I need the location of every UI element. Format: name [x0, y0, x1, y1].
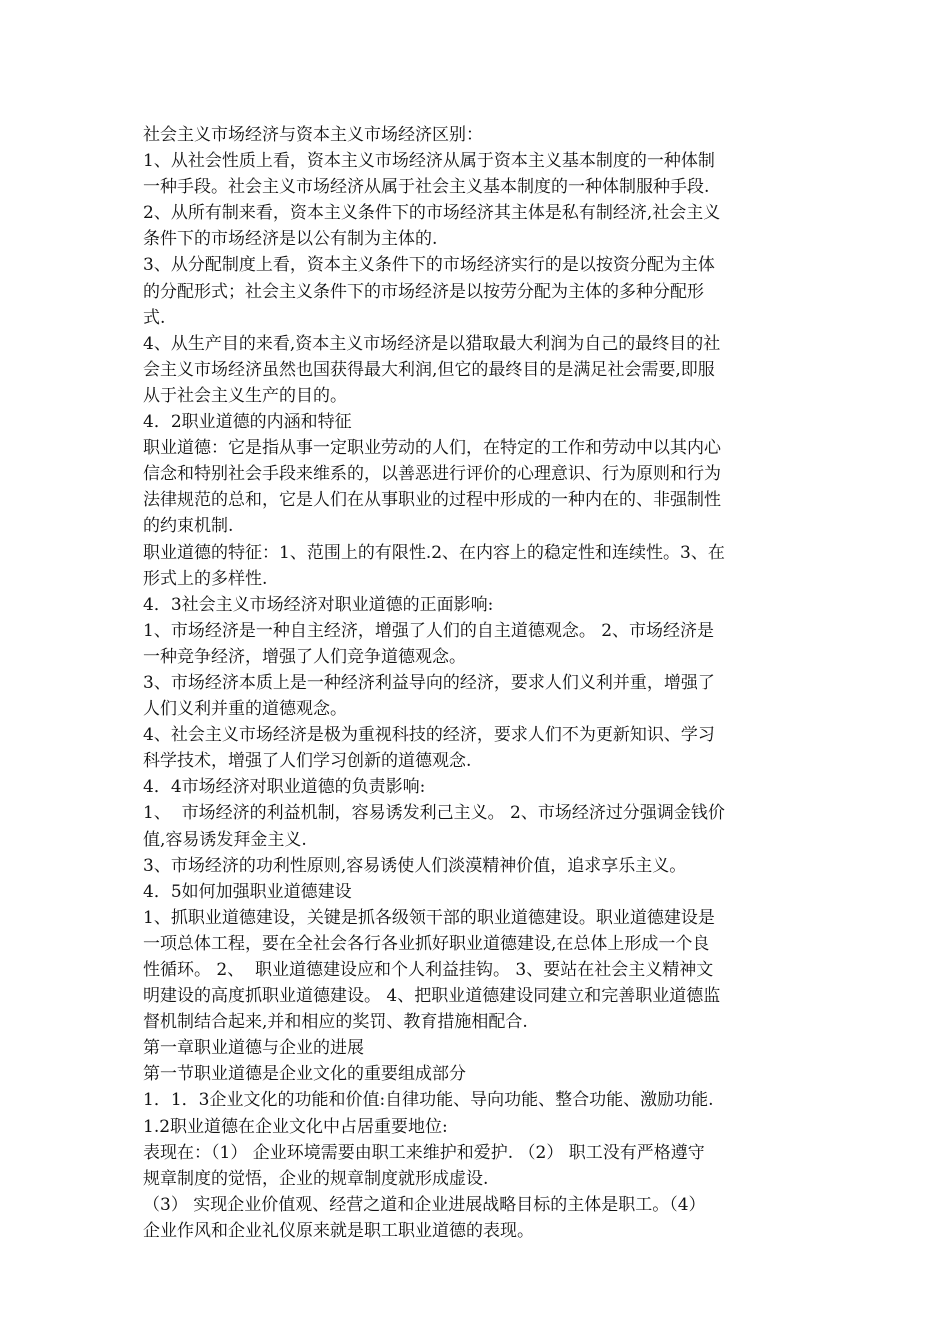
text-line: 3、市场经济的功利性原则,容易诱使人们淡漠精神价值，追求享乐主义。: [143, 855, 687, 876]
text-line: 1．1．3企业文化的功能和价值:自律功能、导向功能、整合功能、激励功能.: [143, 1090, 714, 1111]
text-line: 表现在：（1） 企业环境需要由职工来维护和爱护. （2） 职工没有严格遵守: [143, 1142, 705, 1163]
text-line: 一项总体工程，要在全社会各行各业抓好职业道德建设,在总体上形成一个良: [143, 933, 710, 954]
text-line: 职业道德的特征：1、范围上的有限性.2、在内容上的稳定性和连续性。3、在: [143, 542, 725, 563]
text-line: 法律规范的总和，它是人们在从事职业的过程中形成的一种内在的、非强制性: [143, 490, 721, 511]
text-line: 3、市场经济本质上是一种经济利益导向的经济，要求人们义利并重，增强了: [143, 672, 715, 693]
text-line: 4、从生产目的来看,资本主义市场经济是以猎取最大利润为自己的最终目的社: [143, 333, 721, 354]
text-line: 社会主义市场经济与资本主义市场经济区别：: [143, 125, 483, 145]
text-line: 督机制结合起来,并和相应的奖罚、教育措施相配合.: [143, 1012, 528, 1033]
text-line: 一种竞争经济，增强了人们竞争道德观念。: [143, 646, 466, 667]
text-line: 的分配形式；社会主义条件下的市场经济是以按劳分配为主体的多种分配形: [143, 281, 704, 302]
document-body: [143, 122, 803, 1244]
text-line: 1、从社会性质上看，资本主义市场经济从属于资本主义基本制度的一种体制: [143, 151, 715, 172]
section-heading: 4．5如何加强职业道德建设: [143, 881, 352, 902]
text-line: 值,容易诱发拜金主义.: [143, 829, 307, 850]
text-line: 4、社会主义市场经济是极为重视科技的经济，要求人们不为更新知识、学习: [143, 725, 715, 746]
section-heading: 4．3社会主义市场经济对职业道德的正面影响:: [143, 594, 494, 615]
text-line: 明建设的高度抓职业道德建设。 4、把职业道德建设同建立和完善职业道德监: [143, 986, 721, 1007]
text-line: 科学技术，增强了人们学习创新的道德观念.: [143, 751, 472, 772]
text-line: 企业作风和企业礼仪原来就是职工职业道德的表现。: [143, 1220, 534, 1241]
text-line: 会主义市场经济虽然也国获得最大利润,但它的最终目的是满足社会需要,即服: [143, 359, 715, 380]
section-heading: 1.2职业道德在企业文化中占居重要地位:: [143, 1116, 448, 1137]
text-line: 人们义利并重的道德观念。: [143, 699, 347, 720]
text-line: 一种手段。社会主义市场经济从属于社会主义基本制度的一种体制服种手段.: [143, 177, 710, 198]
text-line: 性循环。 2、 职业道德建设应和个人利益挂钩。 3、要站在社会主义精神文: [143, 960, 714, 980]
section-heading: 4．2职业道德的内涵和特征: [143, 412, 352, 433]
chapter-heading: 第一章职业道德与企业的进展: [143, 1038, 364, 1059]
section-heading: 第一节职业道德是企业文化的重要组成部分: [143, 1064, 466, 1085]
text-line: 规章制度的觉悟，企业的规章制度就形成虚设.: [143, 1168, 489, 1189]
text-line: 信念和特别社会手段来维系的，以善恶进行评价的心理意识、行为原则和行为: [143, 464, 721, 485]
text-line: 从于社会主义生产的目的。: [143, 385, 347, 406]
text-line: 条件下的市场经济是以公有制为主体的.: [143, 229, 438, 250]
text-line: 的约束机制.: [143, 516, 234, 537]
text-line: 式.: [143, 307, 166, 328]
text-line: 1、 市场经济的利益机制，容易诱发利己主义。 2、市场经济过分强调金钱价: [143, 803, 725, 824]
text-line: 职业道德：它是指从事一定职业劳动的人们，在特定的工作和劳动中以其内心: [143, 438, 721, 459]
text-line: 1、市场经济是一种自主经济，增强了人们的自主道德观念。 2、市场经济是: [143, 620, 715, 641]
text-line: 形式上的多样性.: [143, 568, 268, 589]
text-line: 1、抓职业道德建设，关键是抓各级领干部的职业道德建设。职业道德建设是: [143, 907, 715, 928]
section-heading: 4．4市场经济对职业道德的负责影响:: [143, 777, 426, 798]
text-line: （3） 实现企业价值观、经营之道和企业进展战略目标的主体是职工。（4）: [143, 1194, 706, 1215]
text-line: 2、从所有制来看，资本主义条件下的市场经济其主体是私有制经济,社会主义: [143, 203, 721, 224]
text-line: 3、从分配制度上看，资本主义条件下的市场经济实行的是以按资分配为主体: [143, 255, 715, 276]
